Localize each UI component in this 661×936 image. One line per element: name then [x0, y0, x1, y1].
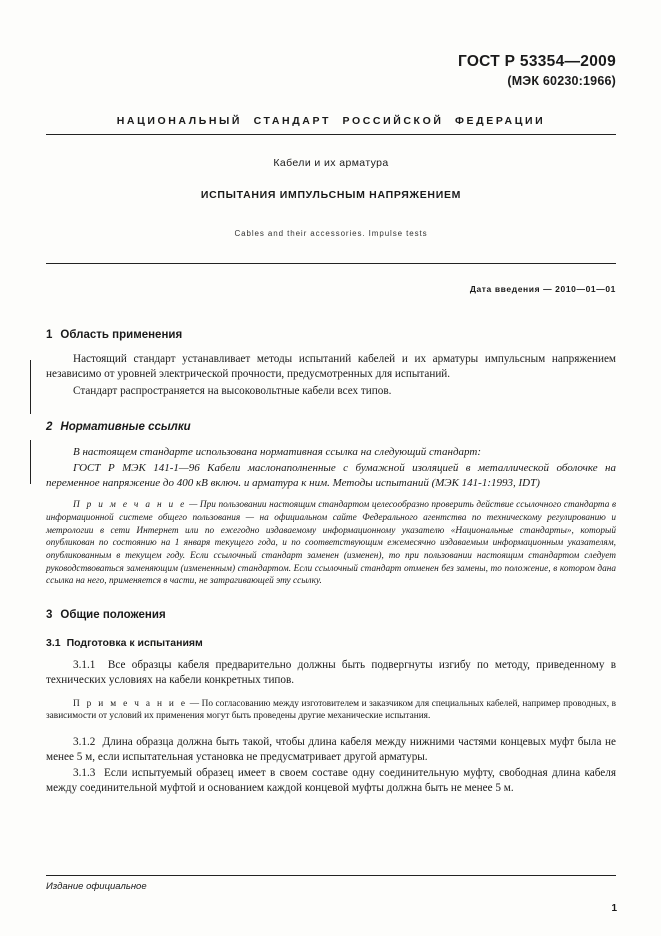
item-3-1-3-text: Если испытуемый образец имеет в своем составе одну соединительную муфту, свободная длина кабеля между соединительной муфтой и основанием каждой концевой муфты должна быть не менее 5 м.: [46, 767, 616, 795]
section-1-title: Область применения: [60, 328, 183, 341]
section-1-paragraph-1: Настоящий стандарт устанавливает методы испытаний кабелей и их арматуры импульсным напряжением независимо от уровней электрической прочности, предусмотренных для испытаний.: [46, 353, 616, 380]
section-2: [46, 420, 616, 588]
section-2-heading: [46, 420, 616, 435]
header-divider-bottom: [46, 263, 616, 264]
document-title-english: Cables and their accessories. Impulse tests: [234, 228, 428, 238]
footer-divider: [46, 875, 616, 876]
subsection-3-1-title: Подготовка к испытаниям: [66, 637, 203, 650]
section-3-title: Общие положения: [60, 608, 166, 621]
section-2-note: [46, 499, 616, 587]
section-2-note-text: — При пользовании настоящим стандартом целесообразно проверить действие ссылочного стандарта в информационной системе общего пользования — на официальном сайте Федерального агентства по техническому регулированию и метрологии в сети Интернет или по ежегодно издаваемому информационному указателю «Национальные стандарты», который опубликован по состоянию на 1 января текущего года, и по соответствующим ежемесячно издаваемым информационным указателям, опубликованным в текущем году. Если ссылочный стандарт заменен (изменен), то при пользовании настоящим стандартом следует руководствоваться заменяющим (измененным) стандартом. Если ссылочный стандарт отменен без замены, то положение, в котором дана ссылка на него, применяется в части, не затрагивающей эту ссылку.: [46, 500, 616, 587]
section-2-title: Нормативные ссылки: [60, 421, 191, 434]
edition-label: Издание официальное: [46, 881, 147, 892]
item-3-1-1-text: Все образцы кабеля предварительно должны быть подвергнуты изгибу по методу, приведенному в технических условиях на кабели конкретных типов.: [46, 659, 616, 686]
document-body: [46, 328, 616, 796]
section-3: [46, 608, 616, 796]
section-2-body: [46, 445, 616, 491]
section-1: [46, 328, 616, 399]
page-title: ГОСТ Р 53354—2009: [457, 53, 616, 70]
item-3-1-1-number: 3.1.1: [73, 659, 96, 671]
item-3-1-2: [46, 735, 616, 765]
change-bar-2: [30, 440, 31, 484]
document-subject: Кабели и их арматура: [273, 156, 389, 169]
section-2-number: 2: [46, 421, 53, 434]
introduction-date: Дата введения — 2010—01—01: [469, 283, 616, 294]
section-2-paragraph-2: ГОСТ Р МЭК 141-1—96 Кабели маслонаполненные с бумажной изоляцией в металлической оболочке на переменное напряжение до 400 кВ включ. и арматура к ним. Методы испытаний (МЭК 141-1:1993, IDT): [46, 462, 616, 489]
iec-reference: (МЭК 60230:1966): [507, 73, 616, 88]
header-divider-top: [46, 134, 616, 135]
document-title-block: [46, 157, 616, 238]
section-1-number: 1: [46, 328, 53, 341]
section-3-number: 3: [46, 608, 53, 621]
item-3-1-2-number: 3.1.2: [73, 735, 96, 748]
subsection-3-1-note-label: П р и м е ч а н и е: [73, 698, 188, 709]
section-2-paragraph-1: В настоящем стандарте использована нормативная ссылка на следующий стандарт:: [73, 445, 481, 458]
subsection-3-1-note: [46, 698, 616, 723]
item-3-1-3: [46, 766, 616, 796]
section-1-paragraph-2: Стандарт распространяется на высоковольтные кабели всех типов.: [73, 384, 392, 397]
subsection-3-1-number: 3.1: [46, 637, 61, 650]
national-standard-heading: НАЦИОНАЛЬНЫЙ СТАНДАРТ РОССИЙСКОЙ ФЕДЕРАЦИИ: [116, 114, 546, 127]
subsection-3-1-heading: [46, 637, 616, 651]
item-3-1-2-text: Длина образца должна быть такой, чтобы длина кабеля между нижними частями концевых муфт была не менее 5 м, если испытательная установка не предусматривает другой арматуры.: [46, 735, 616, 763]
page-content: [46, 52, 616, 814]
document-title: ИСПЫТАНИЯ ИМПУЛЬСНЫМ НАПРЯЖЕНИЕМ: [200, 188, 462, 201]
item-3-1-1: [46, 658, 616, 688]
page-number: 1: [611, 903, 617, 914]
change-bar-1: [30, 360, 31, 414]
section-1-heading: [46, 328, 616, 343]
subsection-3-1-note-text: — По согласованию между изготовителем и заказчиком для специальных кабелей, например проводных, в зависимости от условий их применения могут быть проведены другие механические испытания.: [46, 698, 616, 722]
section-3-heading: [46, 608, 616, 623]
item-3-1-3-number: 3.1.3: [73, 767, 96, 780]
section-2-note-label: П р и м е ч а н и е: [73, 500, 187, 511]
